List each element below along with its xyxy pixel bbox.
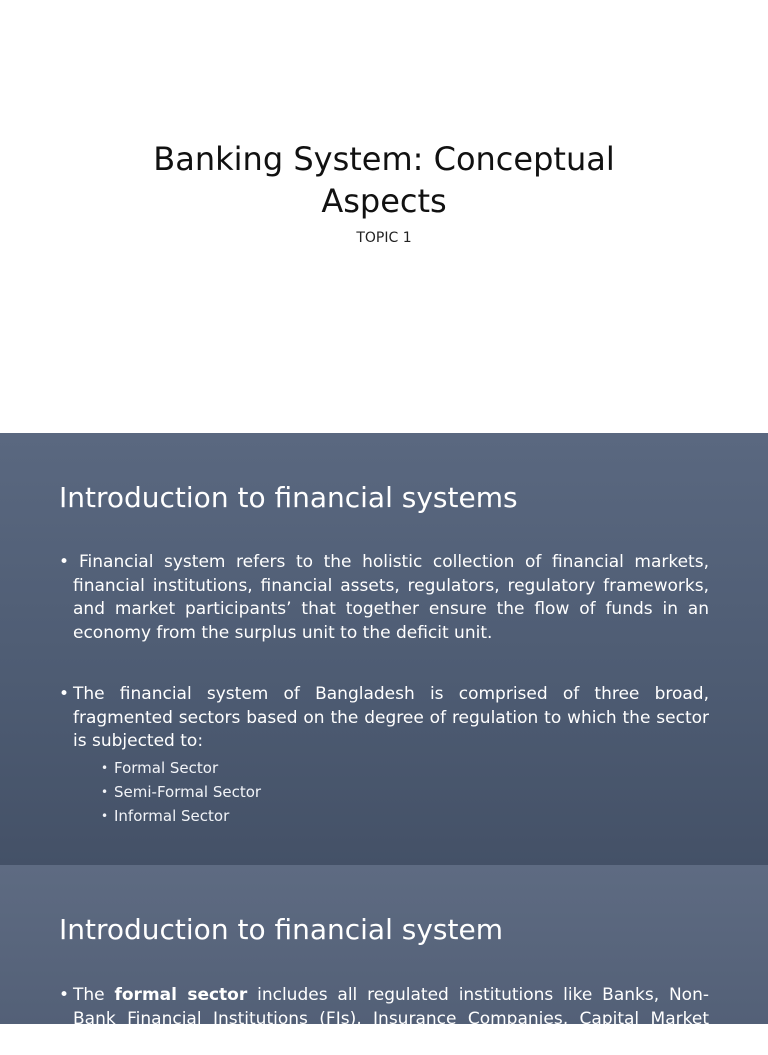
- bullet-text: includes all regulated institutions like Banks, Non-Bank Financial Institutions (FIs), Insurance Companies, Capital Market Intermediaries: [73, 985, 709, 1052]
- bullet-prefix: The: [73, 985, 105, 1005]
- slide-heading: Introduction to financial systems: [59, 481, 518, 514]
- slide-title: [0, 138, 768, 222]
- bullet-icon: •: [101, 760, 109, 775]
- sub-bullet-text: Formal Sector: [114, 758, 219, 777]
- title-slide: [0, 0, 768, 433]
- bullet-icon: •: [101, 808, 109, 823]
- sub-bullet-text: Semi-Formal Sector: [114, 782, 262, 801]
- bullet-text: Financial system refers to the holistic collection of financial markets, financial institutions, financial assets, regulators, regulatory frameworks, and market participants’ that together ensure the flow of funds in an economy from the surplus unit to the deficit unit.: [73, 552, 709, 643]
- sub-bullet-item: [101, 780, 709, 804]
- content-slide: [0, 433, 768, 865]
- slide-title-line: Aspects: [321, 182, 447, 220]
- sub-bullet-item: [101, 756, 709, 780]
- bullet-icon: •: [59, 985, 70, 1005]
- sub-bullet-text: Informal Sector: [114, 806, 230, 825]
- bullet-item: [59, 984, 709, 1055]
- slide-subtitle: TOPIC 1: [356, 230, 412, 246]
- slide-body: [59, 984, 709, 1055]
- sub-bullet-item: [101, 804, 709, 828]
- content-slide: [0, 865, 768, 1052]
- slide-title-line: Banking System: Conceptual: [153, 140, 615, 178]
- bullet-text: The financial system of Bangladesh is comprised of three broad, fragmented sectors based on the degree of regulation to which the sector is subjected to:: [73, 684, 709, 751]
- bullet-item: [59, 551, 709, 645]
- sub-bullet-list: [73, 756, 709, 828]
- slide-heading: Introduction to financial system: [59, 913, 503, 946]
- bullet-icon: •: [59, 552, 70, 572]
- bullet-icon: •: [101, 784, 109, 799]
- bullet-bold-term: formal sector: [114, 985, 248, 1005]
- bullet-icon: •: [59, 684, 70, 704]
- bullet-item: [59, 683, 709, 828]
- slide-body: [59, 551, 709, 828]
